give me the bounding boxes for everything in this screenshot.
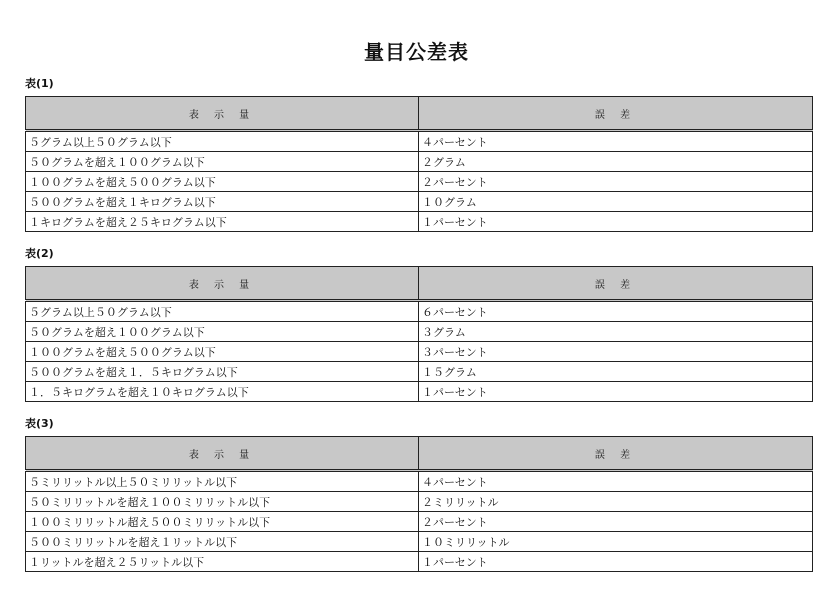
error-cell: ３グラム: [419, 322, 813, 342]
amount-cell: １リットルを超え２５リットル以下: [26, 552, 419, 572]
amount-cell: ５０グラムを超え１００グラム以下: [26, 152, 419, 172]
table-row: [26, 362, 813, 382]
tolerance-table: [25, 96, 813, 232]
amount-cell: ５グラム以上５０グラム以下: [26, 131, 419, 152]
tolerance-section-2: [25, 246, 812, 402]
column-header-error: 誤 差: [419, 97, 813, 131]
amount-cell: １００ミリリットル超え５００ミリリットル以下: [26, 512, 419, 532]
error-cell: ３パーセント: [419, 342, 813, 362]
error-cell: ４パーセント: [419, 131, 813, 152]
table-row: [26, 172, 813, 192]
error-cell: ２パーセント: [419, 172, 813, 192]
tolerance-section-3: [25, 416, 812, 572]
table-row: [26, 492, 813, 512]
table-row: [26, 471, 813, 492]
table-row: [26, 512, 813, 532]
error-cell: １０ミリリットル: [419, 532, 813, 552]
error-cell: １０グラム: [419, 192, 813, 212]
table-row: [26, 532, 813, 552]
table-row: [26, 212, 813, 232]
error-cell: ２グラム: [419, 152, 813, 172]
tolerance-table: [25, 436, 813, 572]
amount-cell: １００グラムを超え５００グラム以下: [26, 342, 419, 362]
table-row: [26, 342, 813, 362]
amount-cell: ５ミリリットル以上５０ミリリットル以下: [26, 471, 419, 492]
error-cell: １パーセント: [419, 212, 813, 232]
table-row: [26, 322, 813, 342]
column-header-error: 誤 差: [419, 437, 813, 471]
amount-cell: ５００ミリリットルを超え１リットル以下: [26, 532, 419, 552]
section-label: 表(3): [25, 417, 54, 430]
error-cell: １５グラム: [419, 362, 813, 382]
table-row: [26, 301, 813, 322]
amount-cell: １．５キログラムを超え１０キログラム以下: [26, 382, 419, 402]
column-header-amount: 表 示 量: [26, 267, 419, 301]
header-row: [26, 437, 813, 471]
table-row: [26, 552, 813, 572]
table-row: [26, 152, 813, 172]
amount-cell: ５００グラムを超え１キログラム以下: [26, 192, 419, 212]
amount-cell: ５００グラムを超え１．５キログラム以下: [26, 362, 419, 382]
header-row: [26, 97, 813, 131]
section-label: 表(2): [25, 247, 54, 260]
error-cell: １パーセント: [419, 552, 813, 572]
table-row: [26, 192, 813, 212]
amount-cell: １キログラムを超え２５キログラム以下: [26, 212, 419, 232]
section-label: 表(1): [25, 77, 54, 90]
tolerance-table: [25, 266, 813, 402]
column-header-error: 誤 差: [419, 267, 813, 301]
column-header-amount: 表 示 量: [26, 437, 419, 471]
amount-cell: ５グラム以上５０グラム以下: [26, 301, 419, 322]
table-row: [26, 131, 813, 152]
error-cell: １パーセント: [419, 382, 813, 402]
amount-cell: ５０グラムを超え１００グラム以下: [26, 322, 419, 342]
amount-cell: ５０ミリリットルを超え１００ミリリットル以下: [26, 492, 419, 512]
column-header-amount: 表 示 量: [26, 97, 419, 131]
header-row: [26, 267, 813, 301]
page-title: 量目公差表: [364, 40, 469, 64]
error-cell: ２パーセント: [419, 512, 813, 532]
error-cell: ２ミリリットル: [419, 492, 813, 512]
error-cell: ４パーセント: [419, 471, 813, 492]
table-row: [26, 382, 813, 402]
amount-cell: １００グラムを超え５００グラム以下: [26, 172, 419, 192]
error-cell: ６パーセント: [419, 301, 813, 322]
tolerance-section-1: [25, 76, 812, 232]
